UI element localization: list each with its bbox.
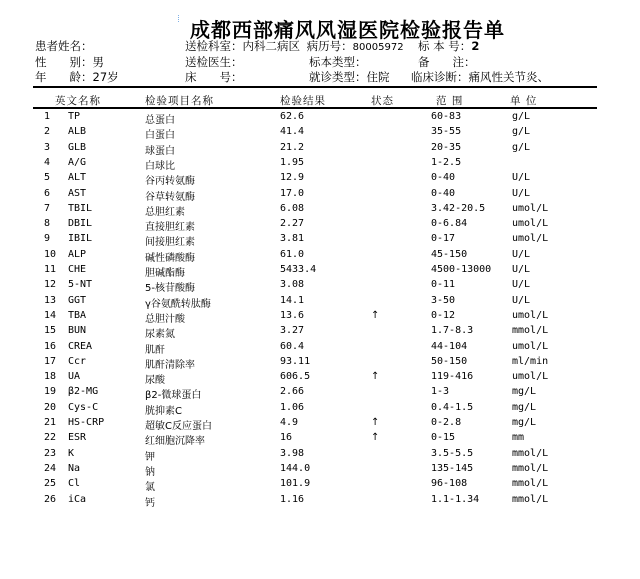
diagnosis-value: 痛风性关节炎、 [468,70,549,84]
row-number: 20 [44,401,57,413]
table-row [0,295,640,310]
table-row [0,264,640,279]
header-divider-top [33,86,597,88]
test-abbreviation: HS-CRP [68,417,105,428]
test-abbreviation: GGT [68,294,87,306]
row-number: 6 [44,187,51,199]
unit: umol/L [512,340,549,352]
test-result: 17.0 [280,187,305,199]
unit: U/L [512,187,531,199]
table-row [0,356,640,371]
test-result: 101.9 [280,478,311,490]
table-row [0,203,640,218]
unit: g/L [512,126,531,138]
test-result: 93.11 [280,355,311,367]
arrow-up-icon: ↑ [371,417,380,428]
test-result: 12.9 [280,172,305,184]
test-name: γ谷氨酰转肽酶 [145,298,211,310]
visit-type-label: 就诊类型： [309,70,367,84]
test-abbreviation: K [68,447,75,459]
unit: umol/L [512,202,549,214]
reference-range: 135-145 [431,462,474,474]
table-row [0,188,640,203]
unit: mg/L [512,417,537,428]
header-divider-bottom [33,107,597,109]
table-row [0,157,640,172]
table-row [0,463,640,478]
test-result: 3.98 [280,447,305,459]
test-abbreviation: TBA [68,309,87,321]
sample-no-field [418,39,479,53]
reference-range: 4500-13000 [431,264,492,275]
remark-field [418,55,476,69]
test-result: 3.81 [280,233,305,245]
table-row [0,325,640,340]
reference-range: 35-55 [431,126,462,138]
test-name: 谷草转氨酶 [145,191,195,203]
col-header-en-name: 英文名称 [55,95,101,107]
age-field [35,70,119,84]
sample-no-value: 2 [471,39,480,53]
unit: U/L [512,248,531,260]
test-abbreviation: Na [68,462,81,474]
row-number: 11 [44,264,57,275]
test-name: 钾 [145,451,155,463]
patient-name-label: 患者姓名： [35,39,93,53]
cursor-marker [178,15,181,22]
unit: umol/L [512,233,549,245]
reference-range: 0-40 [431,172,456,184]
row-number: 24 [44,462,57,474]
unit: mg/L [512,386,537,398]
test-abbreviation: ALB [68,126,87,138]
test-result: 13.6 [280,309,305,321]
sample-no-label: 标 本 号： [418,39,472,53]
reference-range: 0.4-1.5 [431,401,474,413]
test-name: 尿酸 [145,375,165,387]
test-name: 钙 [145,497,155,509]
table-row [0,417,640,432]
row-number: 17 [44,355,57,367]
bed-label: 床 号： [185,70,243,84]
unit: mg/L [512,401,537,413]
test-name: β2-微球蛋白 [145,390,202,402]
test-abbreviation: ESR [68,432,87,444]
test-abbreviation: TBIL [68,202,93,214]
row-number: 21 [44,417,57,428]
test-result: 606.5 [280,371,311,383]
test-name: 肌酐清除率 [145,359,195,371]
test-result: 14.1 [280,294,305,306]
dept-field [185,39,404,55]
test-name: 总胆汁酸 [145,313,185,325]
unit: U/L [512,279,531,291]
test-result: 60.4 [280,340,305,352]
row-number: 14 [44,309,57,321]
table-row [0,249,640,264]
row-number: 18 [44,371,57,383]
test-abbreviation: 5-NT [68,279,93,291]
reference-range: 0-2.8 [431,417,462,428]
test-name: 超敏C反应蛋白 [145,421,212,432]
row-number: 5 [44,172,51,184]
test-abbreviation: DBIL [68,218,93,230]
unit: mmol/L [512,493,549,505]
reference-range: 0-15 [431,432,456,444]
test-name: 间接胆红素 [145,237,195,249]
visit-type-value: 住院 [366,70,390,84]
test-name: 总胆红素 [145,206,185,218]
doctor-label: 送检医生： [185,55,243,69]
row-number: 12 [44,279,57,291]
unit: U/L [512,172,531,184]
test-name: 钠 [145,466,155,478]
row-number: 22 [44,432,57,444]
bed-field [185,70,243,84]
dept-label: 送检科室： [185,39,243,53]
test-abbreviation: A/G [68,156,87,168]
test-name: 白蛋白 [145,130,175,142]
row-number: 1 [44,111,51,122]
row-number: 16 [44,340,57,352]
test-result: 6.08 [280,202,305,214]
test-abbreviation: GLB [68,141,87,153]
test-name: 红细胞沉降率 [145,436,205,448]
record-label: 病历号： [306,39,353,53]
test-result: 2.66 [280,386,305,398]
test-result: 1.16 [280,493,305,505]
test-name: 胆碱酯酶 [145,268,185,279]
col-header-status: 状态 [371,95,394,107]
report-title: 成都西部痛风风湿医院检验报告单 [190,18,505,42]
test-abbreviation: AST [68,187,87,199]
test-result: 41.4 [280,126,305,138]
arrow-up-icon: ↑ [371,309,380,321]
table-row [0,279,640,294]
row-number: 13 [44,294,57,306]
table-row [0,341,640,356]
col-header-unit: 单 位 [510,95,538,107]
reference-range: 3.5-5.5 [431,447,474,459]
table-row [0,448,640,463]
unit: mmol/L [512,462,549,474]
reference-range: 0-6.84 [431,218,468,230]
test-name: 氯 [145,482,155,494]
reference-range: 0-17 [431,233,456,245]
diagnosis-label: 临床诊断： [411,70,469,84]
test-abbreviation: IBIL [68,233,93,245]
record-value: 80005972 [352,42,404,53]
unit: mmol/L [512,447,549,459]
col-header-result: 检验结果 [280,95,326,107]
reference-range: 0-11 [431,279,456,291]
row-number: 15 [44,325,57,337]
test-abbreviation: iCa [68,493,87,505]
test-result: 144.0 [280,462,311,474]
doctor-field [185,55,243,69]
diagnosis-field [411,70,549,84]
reference-range: 0-40 [431,187,456,199]
col-header-range: 范 围 [436,95,464,107]
test-result: 1.06 [280,401,305,413]
remark-label: 备 注： [418,55,476,69]
gender-label: 性 别： [35,55,93,69]
row-number: 7 [44,202,51,214]
row-number: 9 [44,233,51,245]
table-row [0,386,640,401]
test-result: 61.0 [280,248,305,260]
arrow-up-icon: ↑ [371,371,380,383]
test-result: 16 [280,432,293,444]
table-row [0,126,640,141]
table-row [0,172,640,187]
reference-range: 44-104 [431,340,468,352]
test-result: 1.95 [280,156,305,168]
reference-range: 60-83 [431,111,462,122]
test-name: 球蛋白 [145,145,175,157]
test-name: 直接胆红素 [145,222,195,234]
reference-range: 119-416 [431,371,474,383]
test-name: 谷丙转氨酶 [145,176,195,188]
reference-range: 45-150 [431,248,468,260]
unit: umol/L [512,371,549,383]
test-name: 肌酐 [145,344,165,356]
age-label: 年 龄： [35,70,93,84]
reference-range: 20-35 [431,141,462,153]
test-result: 3.08 [280,279,305,291]
reference-range: 3-50 [431,294,456,306]
test-abbreviation: CREA [68,340,93,352]
table-row [0,142,640,157]
unit: mm [512,432,525,444]
test-abbreviation: β2-MG [68,386,99,398]
sample-type-label: 标本类型： [309,55,367,69]
test-abbreviation: Ccr [68,355,87,367]
test-result: 2.27 [280,218,305,230]
test-result: 62.6 [280,111,305,122]
unit: U/L [512,264,531,275]
reference-range: 0-12 [431,309,456,321]
test-abbreviation: CHE [68,264,87,275]
table-row [0,310,640,325]
reference-range: 3.42-20.5 [431,202,486,214]
row-number: 2 [44,126,51,138]
table-row [0,494,640,509]
row-number: 25 [44,478,57,490]
table-row [0,402,640,417]
row-number: 3 [44,141,51,153]
age-value: 27岁 [92,70,119,84]
table-row [0,478,640,493]
test-abbreviation: Cl [68,478,81,490]
sample-type-field [309,55,367,69]
unit: umol/L [512,218,549,230]
test-abbreviation: UA [68,371,81,383]
patient-name-field [35,39,93,53]
test-abbreviation: TP [68,111,81,122]
test-name: 5-核苷酸酶 [145,283,195,295]
test-abbreviation: Cys-C [68,401,99,413]
reference-range: 50-150 [431,355,468,367]
reference-range: 1.7-8.3 [431,325,474,337]
gender-field [35,55,104,69]
unit: mmol/L [512,325,549,337]
test-name: 尿素氮 [145,329,175,341]
visit-type-field [309,70,390,84]
reference-range: 1-3 [431,386,450,398]
unit: U/L [512,294,531,306]
test-abbreviation: ALP [68,248,87,260]
table-row [0,233,640,248]
table-row [0,218,640,233]
unit: umol/L [512,309,549,321]
unit: g/L [512,111,531,122]
row-number: 23 [44,447,57,459]
dept-value: 内科二病区 [242,39,300,53]
table-row [0,371,640,386]
unit: ml/min [512,355,549,367]
row-number: 26 [44,493,57,505]
test-name: 白球比 [145,160,175,172]
row-number: 10 [44,248,57,260]
test-abbreviation: BUN [68,325,87,337]
row-number: 19 [44,386,57,398]
reference-range: 1-2.5 [431,156,462,168]
test-result: 4.9 [280,417,299,428]
unit: g/L [512,141,531,153]
unit: mmol/L [512,478,549,490]
reference-range: 96-108 [431,478,468,490]
test-name: 碱性磷酸酶 [145,252,195,264]
table-row [0,432,640,447]
test-name: 胱抑素C [145,405,182,417]
arrow-up-icon: ↑ [371,432,380,444]
reference-range: 1.1-1.34 [431,493,480,505]
table-row [0,111,640,126]
test-name: 总蛋白 [145,115,175,126]
test-result: 5433.4 [280,264,317,275]
row-number: 8 [44,218,51,230]
test-abbreviation: ALT [68,172,87,184]
gender-value: 男 [92,55,104,69]
row-number: 4 [44,156,51,168]
test-result: 3.27 [280,325,305,337]
test-result: 21.2 [280,141,305,153]
col-header-cn-name: 检验项目名称 [145,95,214,107]
